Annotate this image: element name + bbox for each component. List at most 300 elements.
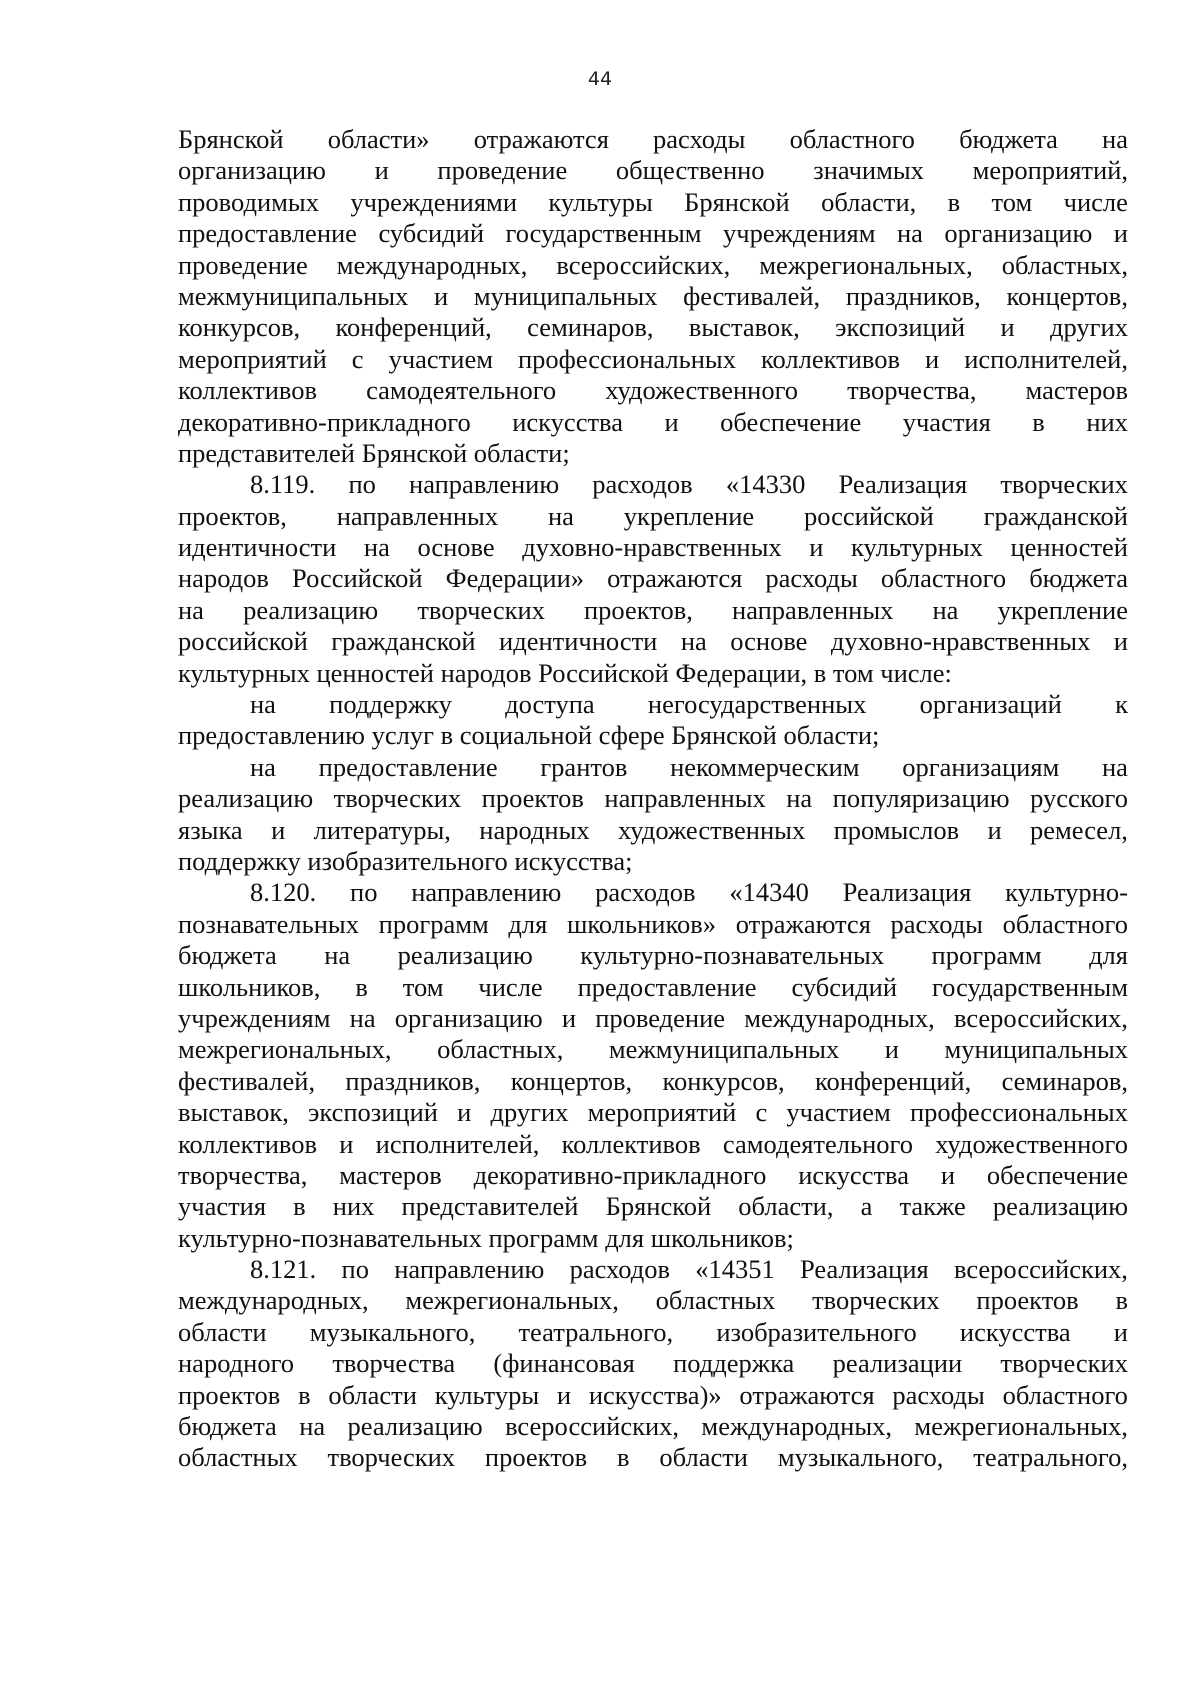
text-word: творческих	[333, 783, 462, 814]
text-word: коллективов	[178, 1128, 318, 1159]
text-word: Российской	[291, 563, 423, 594]
text-word: областного	[789, 124, 915, 154]
text-word: ремесел,	[1030, 814, 1128, 845]
text-word: на	[250, 689, 276, 720]
text-word: творческих	[1000, 469, 1128, 500]
text-word: организациям	[902, 751, 1060, 782]
text-word: коллективов	[561, 1128, 701, 1159]
text-word: межрегиональных,	[178, 1034, 392, 1065]
text-word: и	[987, 814, 1002, 845]
text-line-content: поддержку изобразительного искусства;	[178, 845, 633, 876]
text-word: всероссийских,	[953, 1254, 1128, 1285]
text-word: в	[298, 1379, 311, 1410]
text-line	[178, 155, 1128, 186]
text-word: 8.120.	[250, 877, 317, 908]
text-line	[178, 438, 1128, 469]
text-line	[178, 1380, 1128, 1411]
text-word: российской	[803, 500, 934, 531]
text-word: искусства	[798, 1159, 909, 1190]
text-word: конкурсов,	[662, 1065, 785, 1096]
text-line	[178, 407, 1128, 438]
text-line	[178, 846, 1128, 877]
text-word: том	[402, 971, 444, 1002]
text-word: реализацию	[178, 783, 314, 814]
text-word: обеспечение	[720, 406, 862, 437]
text-word: духовно-нравственных	[522, 532, 782, 563]
text-word: и	[940, 1159, 956, 1190]
text-word: бюджета	[178, 940, 277, 971]
text-word: направлению	[394, 1254, 545, 1285]
text-line	[178, 877, 1128, 908]
text-word: конференций,	[335, 312, 492, 343]
text-word: по	[350, 877, 378, 908]
text-word: популяризацию	[832, 783, 1010, 814]
text-word: других	[490, 1097, 569, 1128]
text-word: основе	[730, 626, 808, 657]
text-word: на	[896, 218, 923, 249]
text-word: проектов	[178, 1379, 281, 1410]
text-word: фестивалей,	[683, 280, 821, 311]
text-word: международных,	[336, 249, 528, 280]
text-line-content: представителей Брянской области;	[178, 437, 570, 468]
text-word: реализацию	[347, 1411, 483, 1442]
text-line	[178, 1160, 1128, 1191]
text-word: с	[755, 1097, 768, 1128]
text-word: изобразительного	[716, 1316, 917, 1347]
text-word: Реализация	[838, 469, 968, 500]
text-word: творческих	[417, 594, 545, 625]
text-word: и	[339, 1128, 354, 1159]
text-word: творчества,	[178, 1159, 308, 1190]
text-word: межрегиональных,	[914, 1411, 1128, 1442]
text-word: «14330	[725, 469, 806, 500]
text-word: предоставление	[318, 751, 498, 782]
text-word: гражданской	[983, 500, 1128, 531]
text-word: направлению	[411, 877, 562, 908]
text-word: и	[1000, 312, 1015, 343]
text-word: Брянской	[178, 124, 284, 154]
text-word: коллективов	[178, 375, 318, 406]
text-word: школьников»	[566, 908, 717, 939]
text-word: российской	[178, 626, 308, 657]
text-line	[178, 1411, 1128, 1442]
text-word: расходов	[569, 1254, 670, 1285]
text-word: в	[355, 971, 368, 1002]
text-word: выставок,	[178, 1097, 289, 1128]
text-word: реализацию	[397, 940, 533, 971]
text-word: области,	[738, 1191, 834, 1222]
text-word: области	[659, 1442, 748, 1473]
text-word: на	[1102, 124, 1128, 154]
text-word: проводимых	[178, 186, 319, 217]
text-word: исполнителей,	[375, 1128, 540, 1159]
text-word: обеспечение	[986, 1159, 1128, 1190]
text-word: экспозиций	[307, 1097, 438, 1128]
text-word: и	[556, 1379, 572, 1410]
text-line	[178, 972, 1128, 1003]
text-word: международных,	[178, 1285, 369, 1316]
text-word: на	[250, 751, 276, 782]
text-word: области»	[327, 124, 430, 154]
text-line	[178, 909, 1128, 940]
text-word: по	[348, 469, 376, 500]
text-word: на	[349, 1002, 376, 1033]
text-word: для	[1089, 940, 1128, 971]
text-word: творческих	[812, 1285, 940, 1316]
text-line	[178, 595, 1128, 626]
text-word: художественного	[605, 375, 799, 406]
text-word: Брянской	[605, 1191, 712, 1222]
text-word: международных,	[744, 1002, 935, 1033]
text-word: проведение	[178, 249, 308, 280]
text-word: и	[809, 532, 824, 563]
text-line	[178, 626, 1128, 657]
text-line	[178, 1348, 1128, 1379]
text-word: театрального,	[518, 1316, 674, 1347]
text-word: областных	[655, 1285, 776, 1316]
text-word: промыслов	[833, 814, 960, 845]
text-word: коллективов	[760, 343, 900, 374]
text-word: праздников,	[345, 1065, 481, 1096]
text-word: программ	[931, 940, 1042, 971]
text-word: познавательных	[178, 908, 359, 939]
text-word: «14351	[695, 1254, 775, 1285]
text-word: на	[680, 626, 707, 657]
text-word: народов	[178, 563, 269, 594]
text-word: праздников,	[845, 280, 981, 311]
text-word: литературы,	[313, 814, 451, 845]
text-word: реализацию	[243, 594, 379, 625]
text-line	[178, 1034, 1128, 1065]
text-line	[178, 1066, 1128, 1097]
text-word: на	[363, 532, 390, 563]
text-word: и	[271, 814, 286, 845]
text-word: реализации	[832, 1348, 963, 1379]
text-word: самодеятельного	[722, 1128, 913, 1159]
text-word: в	[1032, 406, 1045, 437]
text-word: всероссийских,	[953, 1002, 1128, 1033]
text-word: них	[1086, 406, 1128, 437]
text-word: реализацию	[992, 1191, 1128, 1222]
text-word: проектов	[484, 1442, 588, 1473]
text-word: субсидий	[791, 971, 898, 1002]
text-word: бюджета	[1029, 563, 1128, 594]
text-word: области	[178, 1316, 267, 1347]
text-line	[178, 281, 1128, 312]
text-word: основе	[417, 532, 495, 563]
text-word: творчества	[332, 1348, 456, 1379]
text-line	[178, 532, 1128, 563]
text-word: организацию	[944, 218, 1093, 249]
text-word: художественного	[935, 1128, 1128, 1159]
text-word: музыкального,	[309, 1316, 476, 1347]
text-word: областного	[1002, 1379, 1128, 1410]
text-line	[178, 501, 1128, 532]
text-word: бюджета	[178, 1411, 277, 1442]
text-word: профессиональных	[909, 1097, 1128, 1128]
text-word: расходов	[595, 877, 696, 908]
text-word: расходы	[765, 563, 858, 594]
text-word: учреждениям	[178, 1002, 331, 1033]
text-line	[178, 563, 1128, 594]
text-line-content: культурно-познавательных программ для школьников;	[178, 1222, 794, 1253]
text-word: предоставление	[577, 971, 757, 1002]
text-word: отражаются	[473, 124, 609, 154]
text-word: культурно-	[1005, 877, 1128, 908]
text-word: народных	[479, 814, 590, 845]
text-word: представителей	[401, 1191, 579, 1222]
text-word: идентичности	[178, 532, 337, 563]
text-word: и	[434, 280, 449, 311]
text-word: а	[860, 1191, 873, 1222]
text-word: и	[925, 343, 940, 374]
text-word: в	[1115, 1285, 1128, 1316]
document-body	[178, 124, 1128, 1474]
text-line	[178, 752, 1128, 783]
text-line	[178, 658, 1128, 689]
text-word: музыкального,	[777, 1442, 944, 1473]
text-word: профессиональных	[518, 343, 736, 374]
text-word: областных,	[1001, 249, 1128, 280]
text-word: направленных	[732, 594, 894, 625]
text-word: областного	[1002, 908, 1128, 939]
text-word: школьников,	[178, 971, 321, 1002]
text-word: и	[374, 155, 389, 186]
text-line	[178, 469, 1128, 500]
text-word: творческих	[1000, 1348, 1128, 1379]
text-word: всероссийских,	[556, 249, 731, 280]
text-word: на	[178, 594, 204, 625]
text-line	[178, 1097, 1128, 1128]
text-word: русского	[1030, 783, 1128, 814]
text-word: участием	[786, 1097, 891, 1128]
text-word: искусства	[959, 1316, 1071, 1347]
text-word: ценностей	[1010, 532, 1128, 563]
text-word: областных	[178, 1442, 298, 1473]
text-word: на	[932, 594, 959, 625]
text-word: числе	[478, 971, 543, 1002]
text-word: языка	[178, 814, 243, 845]
text-line	[178, 815, 1128, 846]
text-word: Брянской	[684, 186, 790, 217]
text-word: некоммерческим	[670, 751, 860, 782]
text-word: поддержка	[673, 1348, 795, 1379]
text-word: мероприятий	[587, 1097, 737, 1128]
text-word: укрепление	[623, 500, 755, 531]
text-word: проектов	[481, 783, 584, 814]
text-word: межмуниципальных	[178, 280, 409, 311]
text-line-content: предоставлению услуг в социальной сфере Брянской области;	[178, 720, 880, 751]
text-word: бюджета	[959, 124, 1058, 154]
text-line	[178, 783, 1128, 814]
text-line	[178, 689, 1128, 720]
text-word: в	[617, 1442, 630, 1473]
text-line	[178, 1317, 1128, 1348]
text-word: укрепление	[997, 594, 1128, 625]
text-word: поддержку	[329, 689, 452, 720]
text-word: межрегиональных,	[405, 1285, 619, 1316]
text-word: с	[351, 343, 364, 374]
text-line	[178, 940, 1128, 971]
text-word: предоставление	[178, 218, 357, 249]
text-word: проектов	[976, 1285, 1079, 1316]
text-word: организацию	[394, 1002, 543, 1033]
text-word: мастеров	[339, 1159, 442, 1190]
text-word: по	[341, 1254, 369, 1285]
text-word: на	[324, 940, 351, 971]
text-line	[178, 1129, 1128, 1160]
text-word: расходы	[890, 908, 983, 939]
text-line	[178, 375, 1128, 406]
text-word: 8.121.	[250, 1254, 317, 1285]
text-word: концертов,	[1006, 280, 1128, 311]
text-word: участием	[388, 343, 493, 374]
text-word: международных,	[701, 1411, 893, 1442]
text-word: государственным	[931, 971, 1128, 1002]
text-word: в	[947, 186, 961, 217]
text-line	[178, 250, 1128, 281]
text-line	[178, 1191, 1128, 1222]
text-word: Реализация	[842, 877, 972, 908]
text-word: и	[884, 1034, 899, 1065]
text-word: Федерации»	[445, 563, 585, 594]
text-word: учреждениями	[350, 186, 518, 217]
text-word: в	[293, 1191, 306, 1222]
text-word: программ	[378, 908, 489, 939]
text-word: самодеятельного	[366, 375, 557, 406]
text-word: фестивалей,	[178, 1065, 316, 1096]
text-word: художественных	[618, 814, 806, 845]
text-word: театрального,	[973, 1442, 1128, 1473]
text-word: государственным	[505, 218, 702, 249]
text-word: значимых	[813, 155, 924, 186]
text-word: областного	[880, 563, 1007, 594]
text-word: расходы	[653, 124, 746, 154]
text-word: декоративно-прикладного	[473, 1159, 767, 1190]
text-word: культуры	[434, 1379, 540, 1410]
text-word: творческих	[327, 1442, 456, 1473]
text-word: отражаются	[607, 563, 743, 594]
text-word: участия	[902, 406, 991, 437]
text-line	[178, 1442, 1128, 1473]
text-word: проектов,	[584, 594, 693, 625]
text-word: области,	[821, 186, 917, 217]
text-word: мастеров	[1025, 375, 1128, 406]
text-word: организацию	[178, 155, 326, 186]
page-number: 44	[587, 68, 613, 90]
text-line	[178, 1285, 1128, 1316]
text-word: межмуниципальных	[608, 1034, 840, 1065]
text-word: проектов,	[178, 500, 287, 531]
text-word: также	[899, 1191, 966, 1222]
text-word: экспозиций	[835, 312, 966, 343]
text-word: других	[1050, 312, 1128, 343]
text-word: направленных	[604, 783, 766, 814]
text-word: искусства	[512, 406, 623, 437]
text-word: концертов,	[510, 1065, 633, 1096]
text-word: для	[508, 908, 548, 939]
text-word: проведение	[437, 155, 568, 186]
text-line	[178, 1254, 1128, 1285]
text-word: расходов	[592, 469, 693, 500]
text-line	[178, 312, 1128, 343]
text-word: том	[991, 186, 1033, 217]
text-word: исполнителей,	[964, 343, 1128, 374]
text-word: выставок,	[688, 312, 800, 343]
text-word: Реализация	[800, 1254, 929, 1285]
text-word: декоративно-прикладного	[178, 406, 471, 437]
text-word: искусства)»	[588, 1379, 722, 1410]
text-word: «14340	[729, 877, 809, 908]
text-word: семинаров,	[527, 312, 654, 343]
text-word: организаций	[919, 689, 1062, 720]
text-line	[178, 218, 1128, 249]
text-word: учреждениям	[723, 218, 876, 249]
text-word: конференций,	[814, 1065, 972, 1096]
text-line	[178, 720, 1128, 751]
text-word: областных,	[437, 1034, 564, 1065]
text-word: и	[457, 1097, 472, 1128]
text-word: муниципальных	[944, 1034, 1128, 1065]
text-word: (финансовая	[493, 1348, 635, 1379]
text-word: доступа	[505, 689, 595, 720]
text-line	[178, 1223, 1128, 1254]
text-word: духовно-нравственных	[830, 626, 1091, 657]
text-word: направленных	[336, 500, 499, 531]
text-word: участия	[178, 1191, 267, 1222]
text-word: субсидий	[378, 218, 485, 249]
text-word: творчества,	[847, 375, 977, 406]
text-word: негосударственных	[647, 689, 867, 720]
text-word: грантов	[540, 751, 628, 782]
text-word: числе	[1063, 186, 1128, 217]
text-word: идентичности	[499, 626, 658, 657]
text-word: мероприятий,	[972, 155, 1128, 186]
text-word: на	[786, 783, 813, 814]
text-line	[178, 124, 1128, 155]
text-word: культурных	[851, 532, 983, 563]
text-word: и	[1113, 626, 1128, 657]
text-word: на	[299, 1411, 326, 1442]
text-word: культурно-познавательных	[580, 940, 885, 971]
text-word: межрегиональных,	[759, 249, 973, 280]
text-word: гражданской	[331, 626, 476, 657]
text-word: всероссийских,	[505, 1411, 680, 1442]
text-line	[178, 344, 1128, 375]
text-word: на	[1101, 751, 1128, 782]
text-word: и	[664, 406, 679, 437]
text-word: и	[561, 1002, 577, 1033]
text-word: 8.119.	[250, 469, 316, 500]
text-word: отражаются	[735, 908, 871, 939]
text-word: общественно	[615, 155, 765, 186]
text-word: семинаров,	[1001, 1065, 1128, 1096]
text-word: проведение	[595, 1002, 726, 1033]
text-word: расходы	[892, 1379, 985, 1410]
text-word: отражаются	[739, 1379, 875, 1410]
text-word: на	[547, 500, 574, 531]
text-word: мероприятий	[178, 343, 327, 374]
text-word: области	[328, 1379, 417, 1410]
text-word: муниципальных	[473, 280, 658, 311]
text-word: и	[1113, 1316, 1128, 1347]
text-word: к	[1115, 689, 1128, 720]
text-word: них	[332, 1191, 375, 1222]
text-word: культуры	[548, 186, 653, 217]
text-line-content: культурных ценностей народов Российской Федерации, в том числе:	[178, 657, 952, 688]
text-line	[178, 187, 1128, 218]
text-line	[178, 1003, 1128, 1034]
